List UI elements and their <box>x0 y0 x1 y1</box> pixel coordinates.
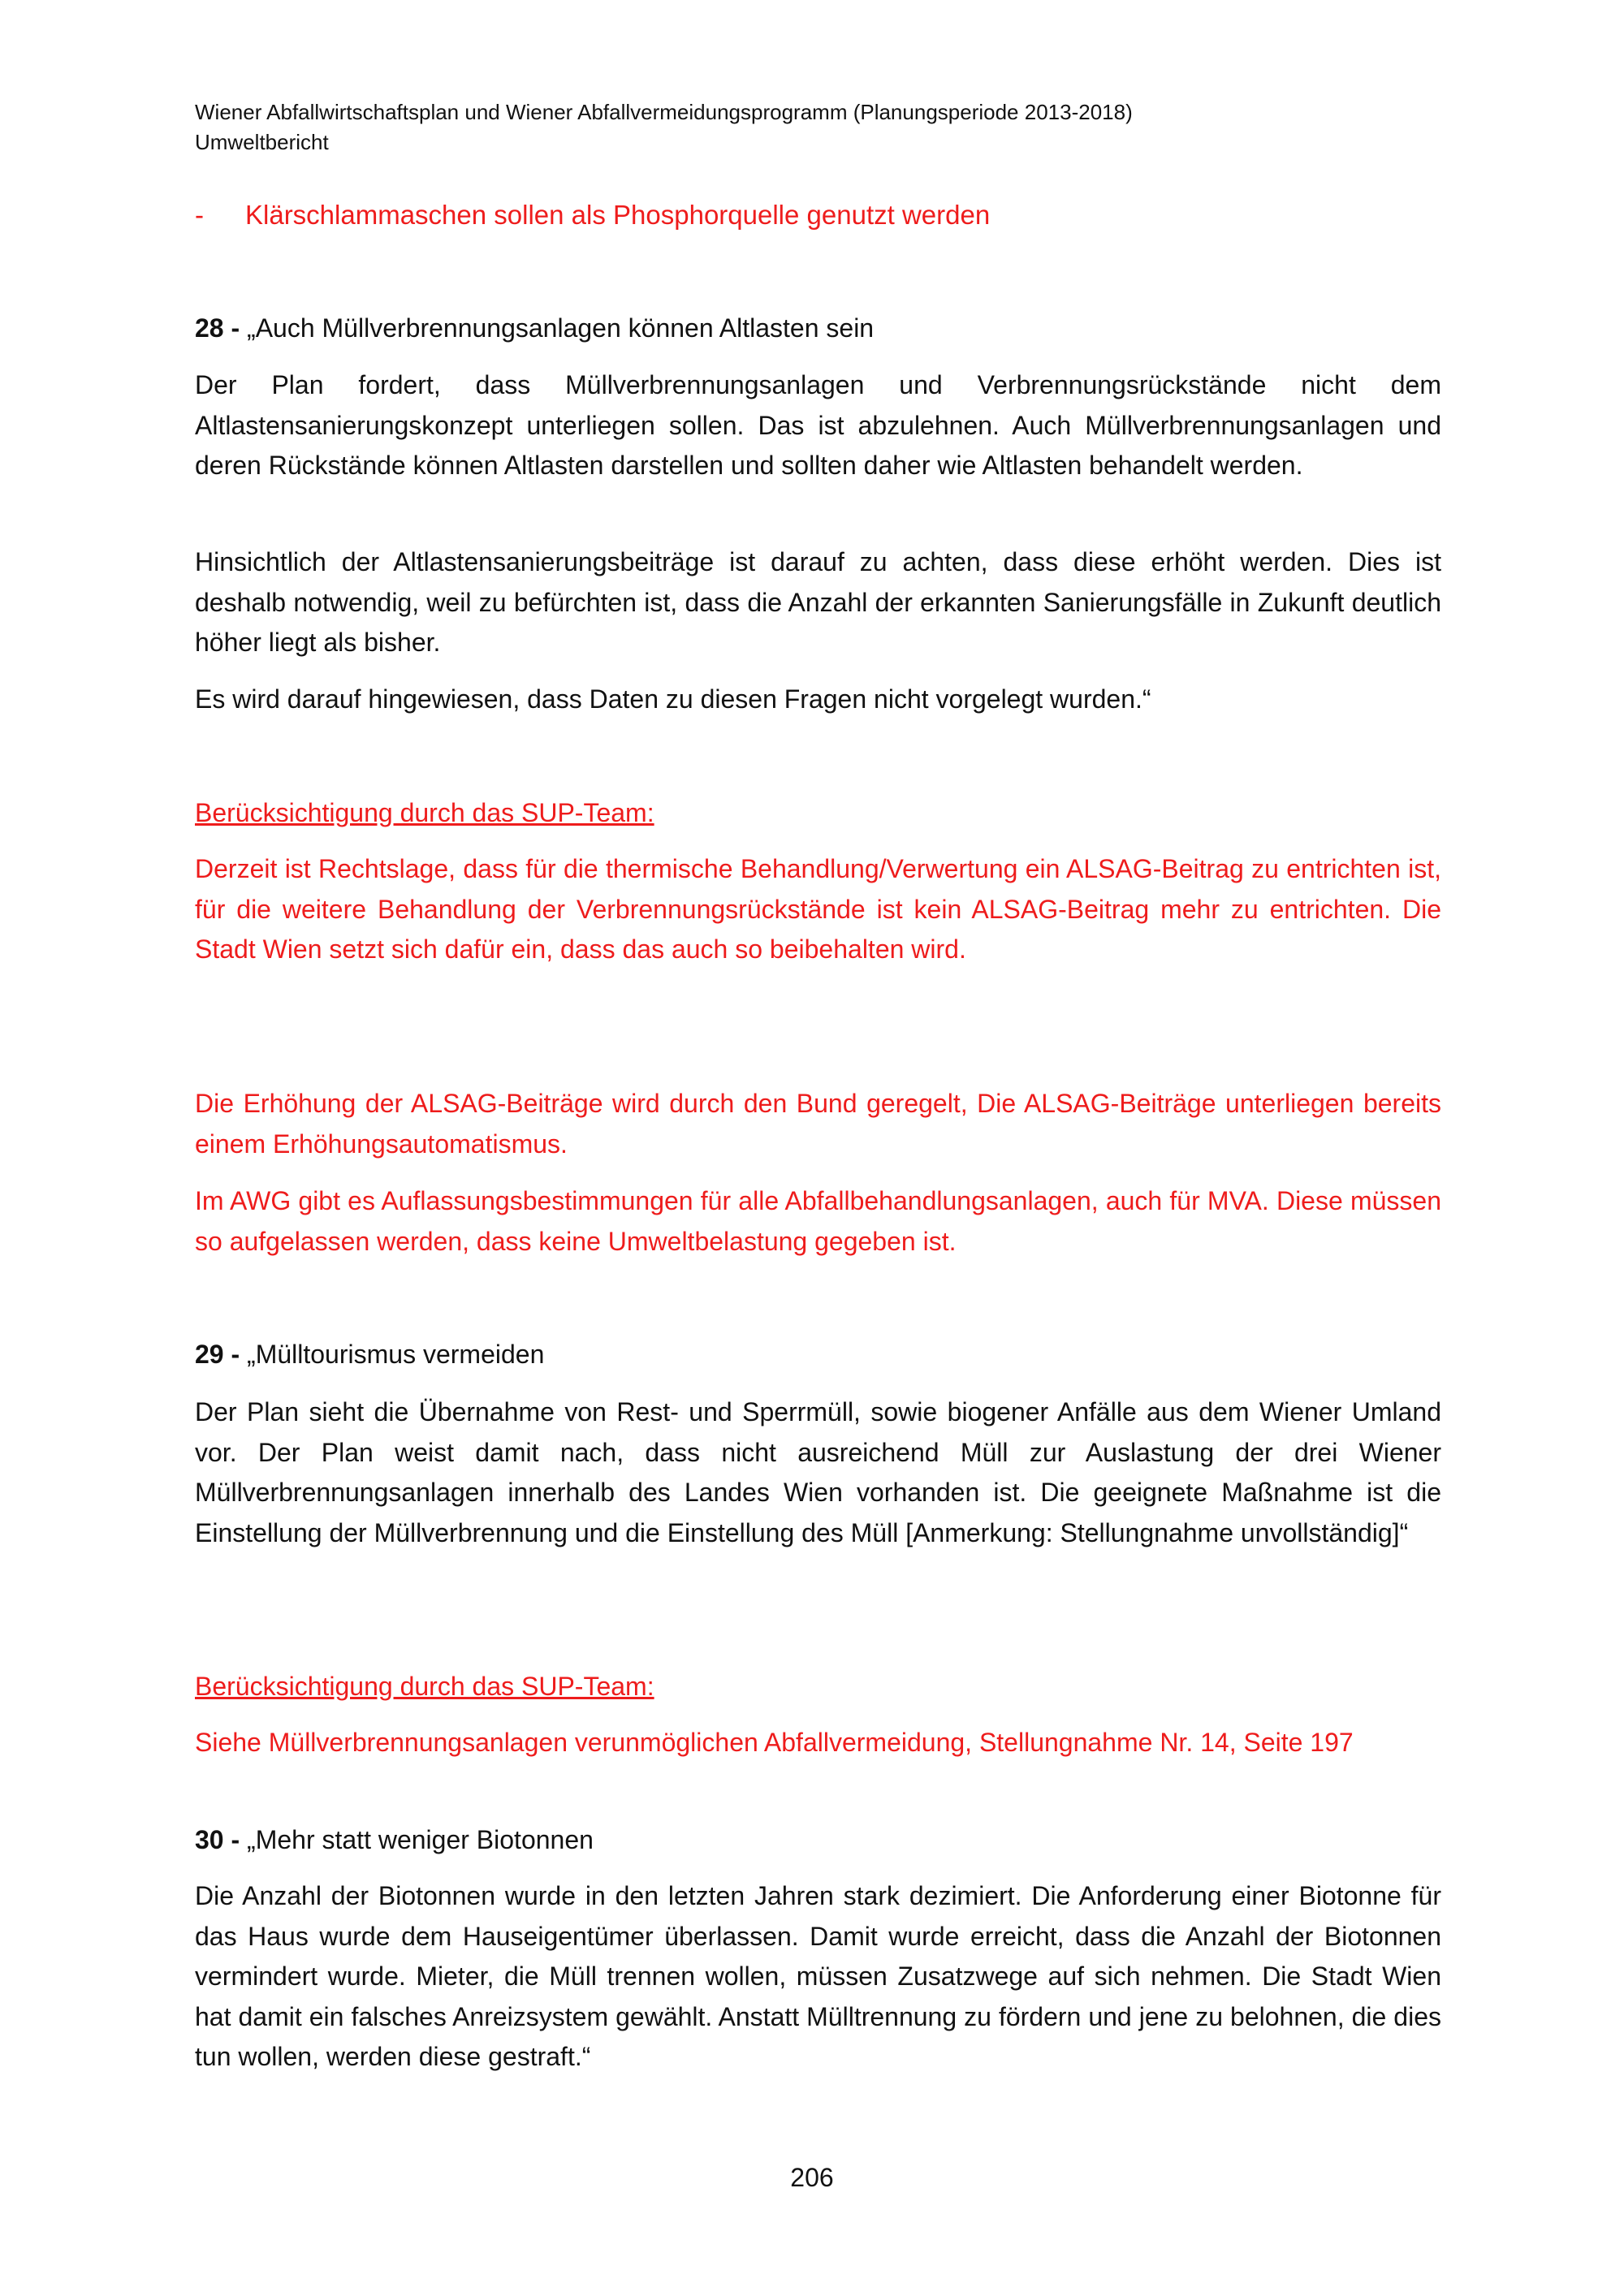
page-number: 206 <box>790 2163 834 2192</box>
section-28-response-heading: Berücksichtigung durch das SUP-Team: <box>195 798 654 827</box>
section-title: „Mülltourismus vermeiden <box>247 1340 545 1369</box>
section-30-heading <box>195 1820 1441 1861</box>
section-29-response-heading: Berücksichtigung durch das SUP-Team: <box>195 1672 654 1701</box>
header-title: Wiener Abfallwirtschaftsplan und Wiener Abfallvermeidungsprogramm (Planungsperiode 2013-2018) <box>195 100 1133 124</box>
section-30-paragraph: Die Anzahl der Biotonnen wurde in den letzten Jahren stark dezimiert. Die Anforderung einer Biotonne für das Haus wurde dem Hauseigentümer überlassen. Damit wurde erreicht, dass die Anzahl der Biotonnen vermindert wurde. Mieter, die Müll trennen wollen, müssen Zusatzwege auf sich nehmen. Die Stadt Wien hat damit ein falsches Anreizsystem gewählt. Anstatt Mülltrennung zu fördern und jene zu belohnen, die dies tun wollen, werden diese gestraft.“ <box>195 1881 1441 2071</box>
section-28-heading <box>195 309 1441 349</box>
page-header <box>195 97 1441 158</box>
section-28-response-1: Derzeit ist Rechtslage, dass für die thermische Behandlung/Verwertung ein ALSAG-Beitrag zu entrichten ist, für die weitere Behandlung der Verbrennungsrückstände ist kein ALSAG-Beitrag mehr zu entrichten. Die Stadt Wien setzt sich dafür ein, dass das auch so beibehalten wird. <box>195 854 1441 964</box>
section-number: 30 - <box>195 1825 240 1854</box>
bullet-dash: - <box>195 200 204 230</box>
section-number: 28 - <box>195 313 240 343</box>
bullet-text: Klärschlammaschen sollen als Phosphorquelle genutzt werden <box>245 200 991 230</box>
section-28-paragraph-2: Hinsichtlich der Altlastensanierungsbeiträge ist darauf zu achten, dass diese erhöht werden. Dies ist deshalb notwendig, weil zu befürchten ist, dass die Anzahl der erkannten Sanierungsfälle in Zukunft deutlich höher liegt als bisher. <box>195 547 1441 657</box>
header-subtitle: Umweltbericht <box>195 130 329 154</box>
section-29-heading <box>195 1335 1441 1375</box>
bullet-item <box>195 195 1441 235</box>
section-29-response: Siehe Müllverbrennungsanlagen verunmöglichen Abfallvermeidung, Stellungnahme Nr. 14, Seite 197 <box>195 1728 1354 1757</box>
section-number: 29 - <box>195 1340 240 1369</box>
section-title: „Mehr statt weniger Biotonnen <box>247 1825 594 1854</box>
section-28-response-3: Im AWG gibt es Auflassungsbestimmungen für alle Abfallbehandlungsanlagen, auch für MVA. Diese müssen so aufgelassen werden, dass keine Umweltbelastung gegeben ist. <box>195 1186 1441 1256</box>
section-28-response-2: Die Erhöhung der ALSAG-Beiträge wird durch den Bund geregelt, Die ALSAG-Beiträge unterliegen bereits einem Erhöhungsautomatismus. <box>195 1089 1441 1159</box>
section-title: „Auch Müllverbrennungsanlagen können Altlasten sein <box>247 313 875 343</box>
section-28-paragraph-1: Der Plan fordert, dass Müllverbrennungsanlagen und Verbrennungsrückstände nicht dem Altlastensanierungskonzept unterliegen sollen. Das ist abzulehnen. Auch Müllverbrennungsanlagen und deren Rückstände können Altlasten darstellen und sollten daher wie Altlasten behandelt werden. <box>195 370 1441 480</box>
section-28-paragraph-3: Es wird darauf hingewiesen, dass Daten zu diesen Fragen nicht vorgelegt wurden.“ <box>195 684 1151 714</box>
section-29-paragraph: Der Plan sieht die Übernahme von Rest- und Sperrmüll, sowie biogener Anfälle aus dem Wiener Umland vor. Der Plan weist damit nach, dass nicht ausreichend Müll zur Auslastung der drei Wiener Müllverbrennungsanlagen innerhalb des Landes Wien vorhanden ist. Die geeignete Maßnahme ist die Einstellung der Müllverbrennung und die Einstellung des Müll [Anmerkung: Stellungnahme unvollständig]“ <box>195 1397 1441 1547</box>
